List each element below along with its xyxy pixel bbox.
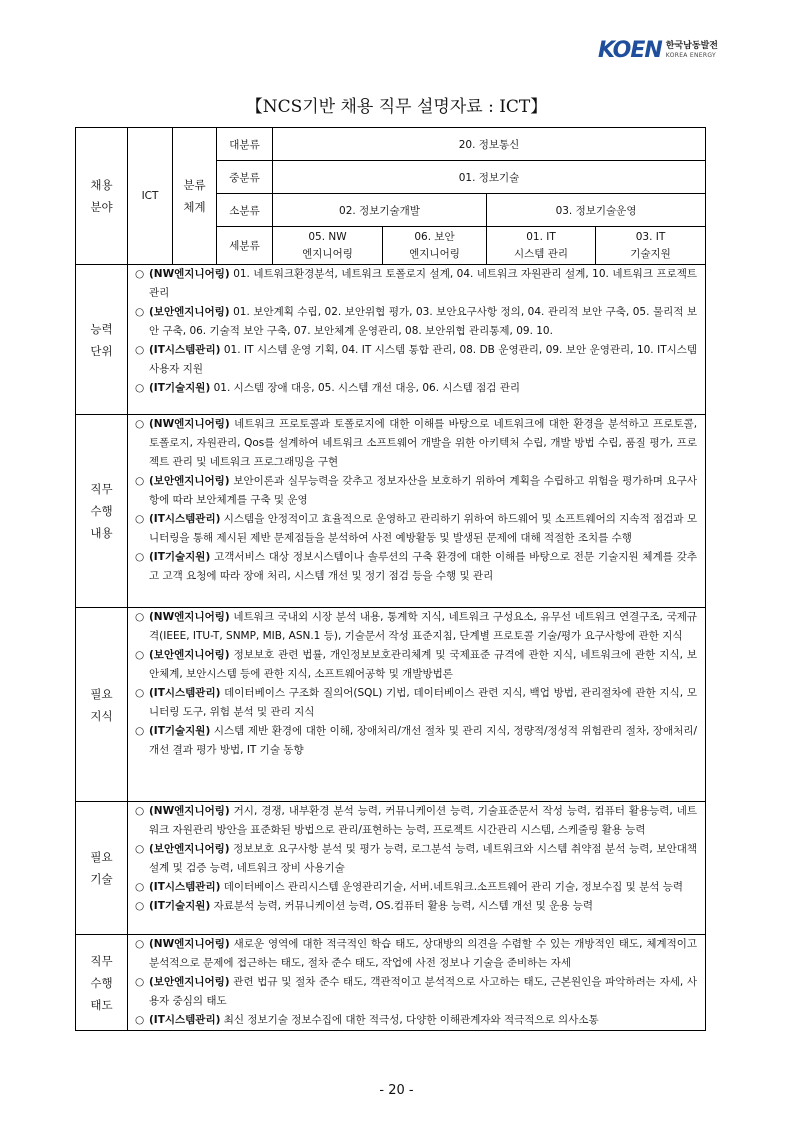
middle-category-label: 중분류 <box>217 161 273 194</box>
section-row <box>76 935 706 1031</box>
section-item <box>135 878 697 897</box>
logo-korean-name: 한국남동발전 <box>665 40 718 51</box>
circle-bullet-icon: ○ <box>135 805 145 817</box>
section-row <box>76 265 706 415</box>
item-category-tag: (NW엔지니어링) <box>149 611 230 623</box>
item-category-tag: (IT시스템관리) <box>149 344 221 356</box>
circle-bullet-icon: ○ <box>135 382 145 394</box>
item-category-tag: (보안엔지니어링) <box>149 306 230 318</box>
item-text: 네트워크 프로토콜과 토폴로지에 대한 이해를 바탕으로 네트워크에 대한 환경을 분석하고 프로토콜, 토폴로지, 자원관리, Qos를 설계하여 네트워크 소프트웨어 개발을 위한 아키텍처 수립, 개발 방법 수립, 품질 평가, 프로젝트 관리 및 네트워크 프로그래밍을 구현 <box>149 418 698 468</box>
section-label: 필요 기술 <box>76 802 128 935</box>
section-label: 직무 수행 태도 <box>76 935 128 1031</box>
item-text: 시스템을 안정적이고 효율적으로 운영하고 관리하기 위하여 하드웨어 및 소프트웨어의 지속적 점검과 모니터링을 통해 제시된 제반 문제점들을 분석하여 사전 예방활동 및 발생된 문제에 대해 적절한 조치를 수행 <box>149 513 698 544</box>
circle-bullet-icon: ○ <box>135 475 145 487</box>
section-item <box>135 802 697 840</box>
detail-category-value: 03. IT 기술지원 <box>596 227 706 265</box>
item-category-tag: (IT기술지원) <box>149 900 211 912</box>
section-item <box>135 472 697 510</box>
item-text: 고객서비스 대상 정보시스템이나 솔루션의 구축 환경에 대한 이해를 바탕으로 전문 기술지원 체계를 갖추고 고객 요청에 따라 장애 처리, 시스템 개선 및 정기 점검 등을 수행 및 관리 <box>149 551 698 582</box>
company-logo <box>598 38 718 63</box>
item-text: 자료분석 능력, 커뮤니케이션 능력, OS.컴퓨터 활용 능력, 시스템 개선 및 운용 능력 <box>210 900 594 912</box>
section-item <box>135 415 697 472</box>
section-item <box>135 684 697 722</box>
section-item <box>135 548 697 586</box>
item-category-tag: (NW엔지니어링) <box>149 938 230 950</box>
section-item <box>135 510 697 548</box>
section-item <box>135 341 697 379</box>
section-item <box>135 303 697 341</box>
field-label: 채용 분야 <box>76 128 128 265</box>
circle-bullet-icon: ○ <box>135 344 145 356</box>
document-title: 【NCS기반 채용 직무 설명자료 : ICT】 <box>245 97 548 117</box>
item-text: 데이터베이스 관리시스템 운영관리기술, 서버.네트워크.소프트웨어 관리 기술, 정보수집 및 분석 능력 <box>220 881 683 893</box>
minor-category-label: 소분류 <box>217 194 273 227</box>
item-category-tag: (IT시스템관리) <box>149 687 221 699</box>
classification-system-label: 분류 체계 <box>173 128 217 265</box>
detail-category-value: 05. NW 엔지니어링 <box>273 227 383 265</box>
item-text: 01. 시스템 장애 대응, 05. 시스템 개선 대응, 06. 시스템 점검 관리 <box>210 382 521 394</box>
circle-bullet-icon: ○ <box>135 306 145 318</box>
section-item <box>135 973 697 1011</box>
section-item <box>135 935 697 973</box>
section-row <box>76 608 706 802</box>
section-label: 능력 단위 <box>76 265 128 415</box>
item-category-tag: (보안엔지니어링) <box>149 976 230 988</box>
section-row <box>76 802 706 935</box>
item-text: 정보보호 관련 법률, 개인정보보호관리체계 및 국제표준 규격에 관한 지식, 네트워크에 관한 지식, 보안체계, 보안시스템 등에 관한 지식, 소프트웨어공학 및 개발방법론 <box>149 649 698 680</box>
circle-bullet-icon: ○ <box>135 649 145 661</box>
logo-mark: KOEN <box>598 38 662 63</box>
item-text: 보안이론과 실무능력을 갖추고 정보자산을 보호하기 위하여 계획을 수립하고 위험을 평가하며 요구사항에 따라 보안체계를 구축 및 운영 <box>149 475 698 506</box>
item-category-tag: (IT시스템관리) <box>149 881 221 893</box>
circle-bullet-icon: ○ <box>135 268 145 280</box>
section-content <box>128 802 706 935</box>
detail-category-value: 06. 보안 엔지니어링 <box>383 227 487 265</box>
major-category-label: 대분류 <box>217 128 273 161</box>
major-category-value: 20. 정보통신 <box>273 128 706 161</box>
section-item <box>135 897 697 916</box>
item-text: 거시, 경쟁, 내부환경 분석 능력, 커뮤니케이션 능력, 기술표준문서 작성 능력, 컴퓨터 활용능력, 네트워크 자원관리 방안을 표준화된 방법으로 관리/표현하는 능력, 프로젝트 시간관리 시스템, 스케줄링 활용 능력 <box>149 805 698 836</box>
item-category-tag: (NW엔지니어링) <box>149 268 230 280</box>
item-category-tag: (보안엔지니어링) <box>149 649 230 661</box>
section-item <box>135 379 697 398</box>
circle-bullet-icon: ○ <box>135 418 145 430</box>
item-text: 관련 법규 및 절차 준수 태도, 객관적이고 분석적으로 사고하는 태도, 근본원인을 파악하려는 자세, 사용자 중심의 태도 <box>149 976 698 1007</box>
section-content <box>128 935 706 1031</box>
section-label: 직무 수행 내용 <box>76 415 128 608</box>
item-category-tag: (IT기술지원) <box>149 725 211 737</box>
section-content <box>128 265 706 415</box>
section-item <box>135 722 697 760</box>
detail-category-value: 01. IT 시스템 관리 <box>487 227 596 265</box>
section-item <box>135 646 697 684</box>
item-category-tag: (보안엔지니어링) <box>149 843 230 855</box>
minor-category-value: 03. 정보기술운영 <box>487 194 706 227</box>
section-content <box>128 608 706 802</box>
minor-category-value: 02. 정보기술개발 <box>273 194 487 227</box>
circle-bullet-icon: ○ <box>135 551 145 563</box>
circle-bullet-icon: ○ <box>135 513 145 525</box>
circle-bullet-icon: ○ <box>135 725 145 737</box>
item-category-tag: (IT시스템관리) <box>149 1014 221 1026</box>
page-number: - 20 - <box>379 1083 414 1098</box>
circle-bullet-icon: ○ <box>135 611 145 623</box>
item-category-tag: (IT기술지원) <box>149 382 211 394</box>
item-category-tag: (IT시스템관리) <box>149 513 221 525</box>
item-category-tag: (IT기술지원) <box>149 551 211 563</box>
item-text: 01. IT 시스템 운영 기획, 04. IT 시스템 통합 관리, 08. DB 운영관리, 09. 보안 운영관리, 10. IT시스템 사용자 지원 <box>149 344 698 375</box>
item-text: 정보보호 요구사항 분석 및 평가 능력, 로그분석 능력, 네트워크와 시스템 취약점 분석 능력, 보안대책 설계 및 검증 능력, 네트워크 장비 사용기술 <box>149 843 698 874</box>
section-item <box>135 608 697 646</box>
field-value: ICT <box>128 128 173 265</box>
circle-bullet-icon: ○ <box>135 687 145 699</box>
circle-bullet-icon: ○ <box>135 900 145 912</box>
item-text: 최신 정보기술 정보수집에 대한 적극성, 다양한 이해관계자와 적극적으로 의사소통 <box>220 1014 599 1026</box>
middle-category-value: 01. 정보기술 <box>273 161 706 194</box>
section-content <box>128 415 706 608</box>
item-category-tag: (보안엔지니어링) <box>149 475 230 487</box>
item-text: 새로운 영역에 대한 적극적인 학습 태도, 상대방의 의견을 수렴할 수 있는 개방적인 태도, 체계적이고 분석적으로 문제에 접근하는 태도, 절차 준수 태도, 작업에 사전 정보나 기술을 준비하는 자세 <box>149 938 698 969</box>
logo-english-name: KOREA ENERGY <box>665 51 716 59</box>
item-text: 네트워크 국내외 시장 분석 내용, 통계학 지식, 네트워크 구성요소, 유무선 네트워크 연결구조, 국제규격(IEEE, ITU-T, SNMP, MIB, ASN.1 등), 기술문서 작성 표준지침, 단계별 프로토콜 기술/평가 요구사항에 관한 지식 <box>149 611 698 642</box>
section-item <box>135 1011 697 1030</box>
item-text: 데이터베이스 구조화 질의어(SQL) 기법, 데이터베이스 관련 지식, 백업 방법, 관리절차에 관한 지식, 모니터링 도구, 위험 분석 및 관리 지식 <box>149 687 698 718</box>
section-item <box>135 265 697 303</box>
section-label: 필요 지식 <box>76 608 128 802</box>
item-text: 01. 네트워크환경분석, 네트워크 토폴로지 설계, 04. 네트워크 자원관리 설계, 10. 네트워크 프로젝트 관리 <box>149 268 698 299</box>
circle-bullet-icon: ○ <box>135 976 145 988</box>
circle-bullet-icon: ○ <box>135 1014 145 1026</box>
item-category-tag: (NW엔지니어링) <box>149 805 230 817</box>
item-text: 시스템 제반 환경에 대한 이해, 장애처리/개선 절차 및 관리 지식, 정량적/정성적 위험관리 절차, 장애처리/개선 결과 평가 방법, IT 기술 동향 <box>149 725 698 756</box>
item-category-tag: (NW엔지니어링) <box>149 418 230 430</box>
detail-category-label: 세분류 <box>217 227 273 265</box>
circle-bullet-icon: ○ <box>135 881 145 893</box>
section-row <box>76 415 706 608</box>
circle-bullet-icon: ○ <box>135 938 145 950</box>
job-description-table <box>75 127 706 1031</box>
item-text: 01. 보안계획 수립, 02. 보안위협 평가, 03. 보안요구사항 정의, 04. 관리적 보안 구축, 05. 물리적 보안 구축, 06. 기술적 보안 구축, 07. 보안체계 운영관리, 08. 보안위협 관리통제, 09. 10. <box>149 306 698 337</box>
section-item <box>135 840 697 878</box>
circle-bullet-icon: ○ <box>135 843 145 855</box>
